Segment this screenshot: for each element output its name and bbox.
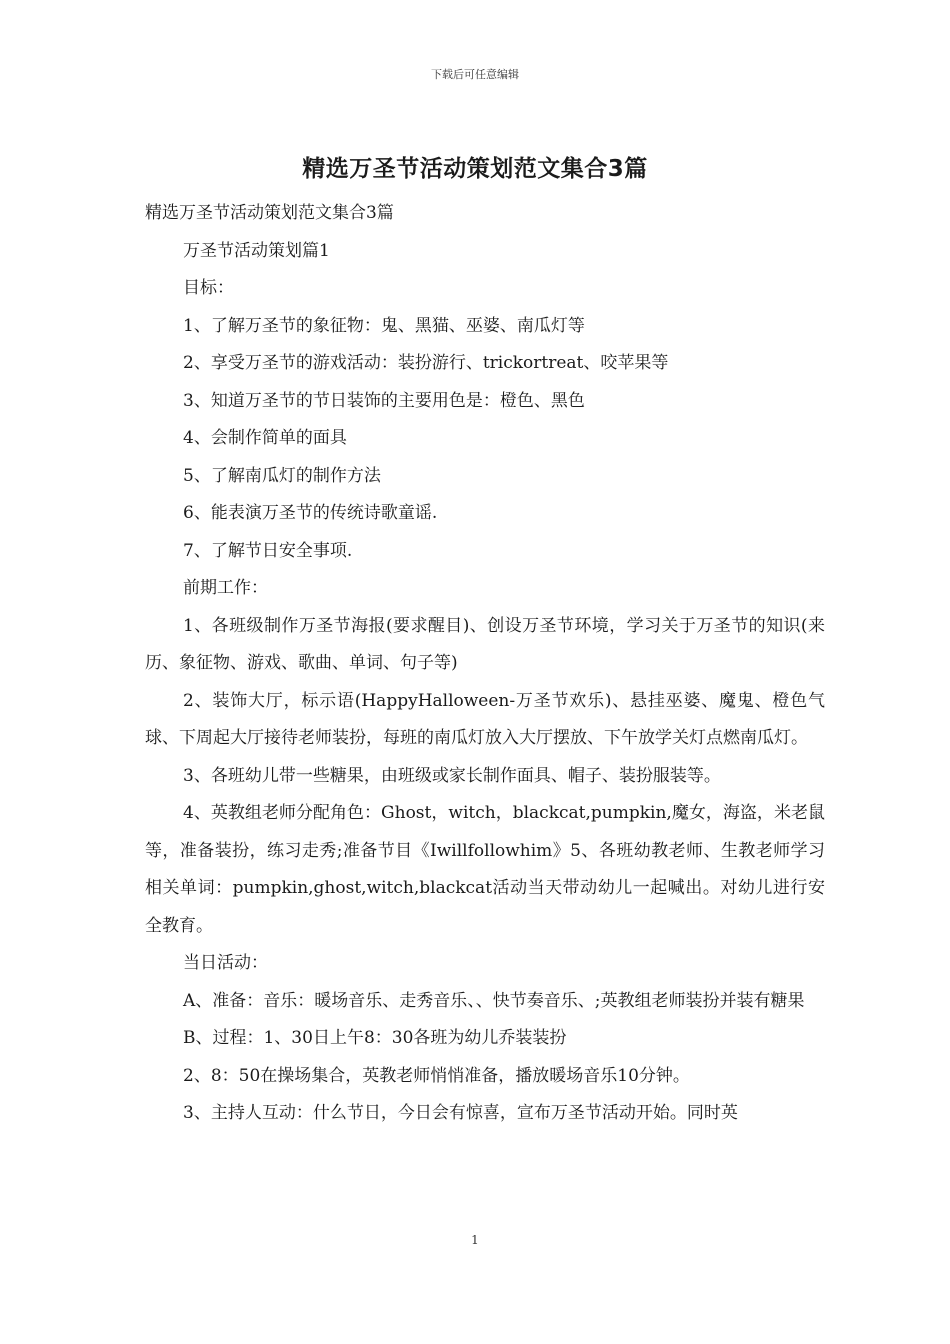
page-header-note: 下载后可任意编辑	[431, 68, 519, 81]
body-paragraph: 2、享受万圣节的游戏活动：装扮游行、trickortreat、咬苹果等	[183, 353, 669, 373]
body-paragraph: 5、了解南瓜灯的制作方法	[183, 465, 381, 486]
body-paragraph: 2、8：50在操场集合，英教老师悄悄准备，播放暖场音乐10分钟。	[183, 1065, 690, 1086]
document-title: 精选万圣节活动策划范文集合3篇	[302, 156, 648, 182]
document-body	[145, 195, 825, 1133]
body-paragraph: 当日活动：	[183, 953, 268, 973]
body-paragraph: 7、了解节日安全事项.	[183, 540, 353, 561]
body-paragraph: 2、装饰大厅，标示语(HappyHalloween-万圣节欢乐)、悬挂巫婆、魔鬼、橙色气球、下周起大厅接待老师装扮，每班的南瓜灯放入大厅摆放、下午放学关灯点燃南瓜灯。	[145, 690, 825, 748]
body-paragraph: 3、知道万圣节的节日装饰的主要用色是：橙色、黑色	[183, 390, 585, 411]
page-number: 1	[471, 1233, 479, 1247]
body-paragraph: 前期工作：	[183, 578, 268, 598]
body-paragraph: 4、会制作简单的面具	[183, 428, 347, 448]
body-paragraph: 1、了解万圣节的象征物：鬼、黑猫、巫婆、南瓜灯等	[183, 315, 585, 336]
body-paragraph: 6、能表演万圣节的传统诗歌童谣.	[183, 503, 438, 523]
body-paragraph: 目标：	[183, 278, 234, 298]
body-paragraph: 3、各班幼儿带一些糖果，由班级或家长制作面具、帽子、装扮服装等。	[183, 765, 721, 786]
body-paragraph: 3、主持人互动：什么节日，今日会有惊喜，宣布万圣节活动开始。同时英	[183, 1103, 738, 1123]
body-paragraph: 精选万圣节活动策划范文集合3篇	[145, 203, 394, 223]
body-paragraph: A、准备：音乐：暖场音乐、走秀音乐、、快节奏音乐、;英教组老师装扮并装有糖果	[183, 990, 805, 1011]
body-paragraph: 万圣节活动策划篇1	[183, 240, 330, 261]
body-paragraph: 4、英教组老师分配角色：Ghost，witch，blackcat,pumpkin,魔女，海盗，米老鼠等，准备装扮，练习走秀;准备节目《Iwillfollowhim》5、各班幼教老师、生教老师学习相关单词：pumpkin,ghost,witch,blackcat活动当天带动幼儿一起喊出。对幼儿进行安全教育。	[145, 803, 826, 936]
body-paragraph: B、过程：1、30日上午8：30各班为幼儿乔装装扮	[183, 1028, 567, 1048]
body-paragraph: 1、各班级制作万圣节海报(要求醒目)、创设万圣节环境，学习关于万圣节的知识(来历、象征物、游戏、歌曲、单词、句子等)	[145, 615, 825, 673]
